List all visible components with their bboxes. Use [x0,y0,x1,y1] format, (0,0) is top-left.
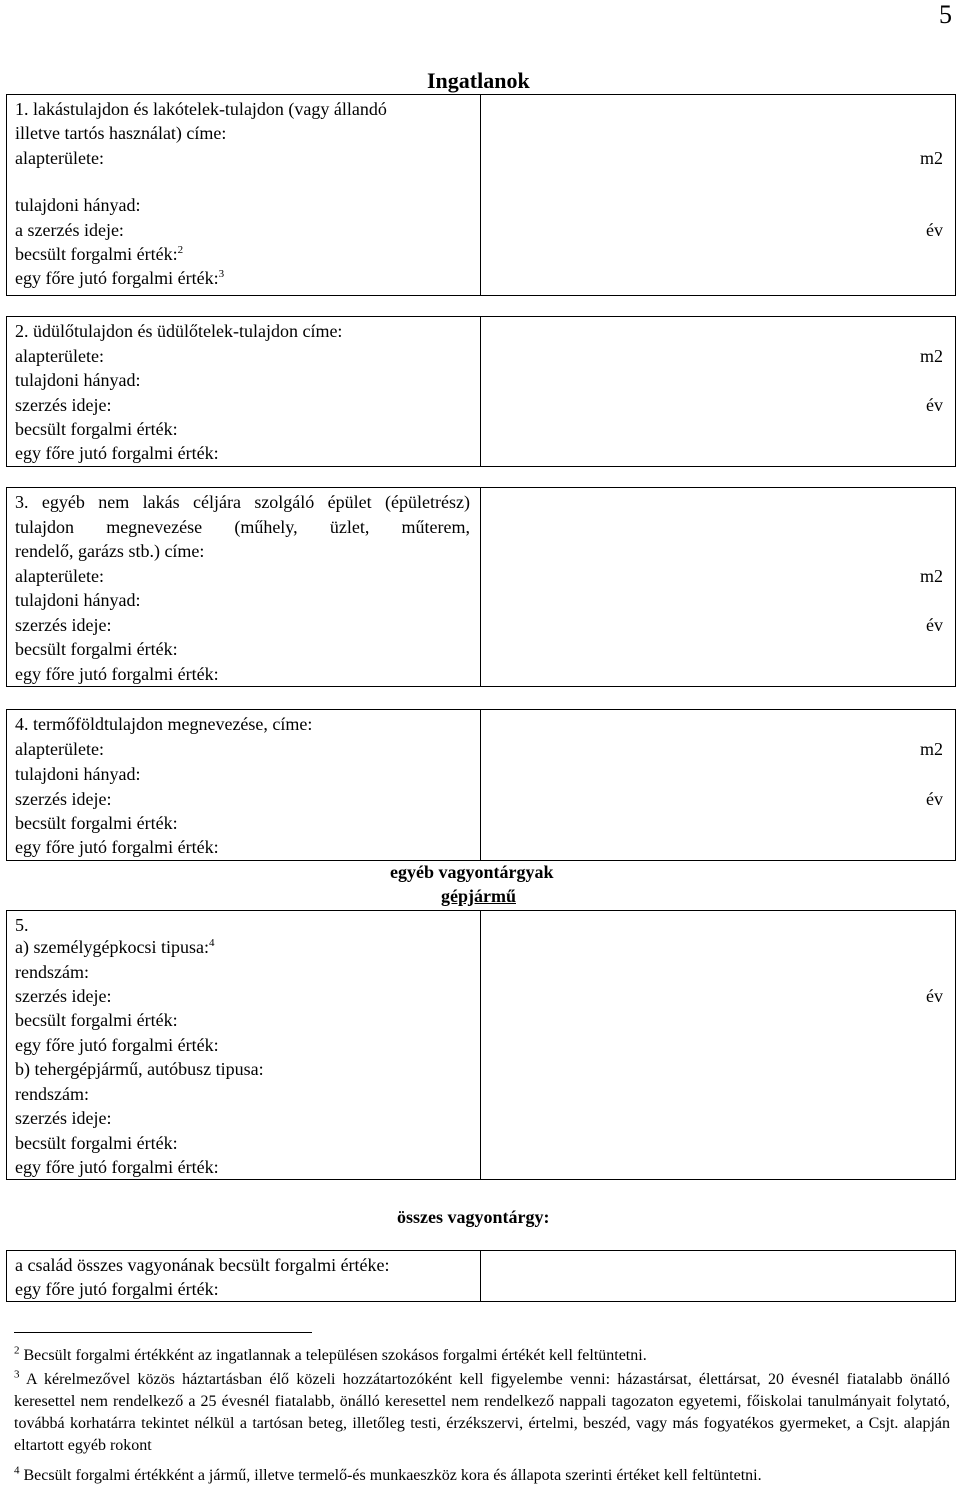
section-3-value-label: becsült forgalmi érték: [15,639,178,659]
section-3-share-label: tulajdoni hányad: [15,590,141,610]
section-3-year-unit: év [926,615,943,635]
section-5-box [6,910,956,1180]
section-5-per-capita2-label: egy főre jutó forgalmi érték: [15,1157,219,1177]
section-1-title-line1: 1. lakástulajdon és lakótelek-tulajdon (vagy állandó [15,99,387,119]
section-3-title-line3: rendelő, garázs stb.) címe: [15,541,205,561]
section-1-value-text: becsült forgalmi érték: [15,244,178,264]
footnote-3 [14,1369,950,1457]
section-4-share-label: tulajdoni hányad: [15,764,141,784]
section-3-acquired-label: szerzés ideje: [15,615,112,635]
section-3-per-capita-label: egy főre jutó forgalmi érték: [15,664,219,684]
footnote-ref-4: 4 [208,937,215,949]
footnote-4-text: Becsült forgalmi értékként a jármű, illetve termelő-és munkaeszköz kora és állapota szerinti értéket kell feltüntetni. [23,1467,762,1484]
section-5-truck-type-label: b) tehergépjármű, autóbusz tipusa: [15,1059,264,1079]
section-4-year-unit: év [926,789,943,809]
section-1-acquired-label: a szerzés ideje: [15,220,124,240]
section-4-title: 4. termőföldtulajdon megnevezése, címe: [15,714,313,734]
section-5-number: 5. [15,915,29,935]
section-4-acquired-label: szerzés ideje: [15,789,112,809]
section-3-box [6,487,956,687]
footnote-4-number: 4 [14,1464,20,1477]
section-2-area-unit: m2 [919,346,943,366]
section-5-plate2-label: rendszám: [15,1084,89,1104]
section-2-value-label: becsült forgalmi érték: [15,419,178,439]
section-1-per-capita-label [15,266,224,290]
vehicle-heading: gépjármű [441,886,516,906]
footnote-2-text: Becsült forgalmi értékként az ingatlannak a településen szokásos forgalmi értékét kell feltüntetni. [23,1347,647,1364]
section-4-value-label: becsült forgalmi érték: [15,813,178,833]
section-5-acquired2-label: szerzés ideje: [15,1108,112,1128]
section-2-per-capita-label: egy főre jutó forgalmi érték: [15,443,219,463]
section-5-value-label: becsült forgalmi érték: [15,1010,178,1030]
page-number: 5 [939,0,952,29]
family-total-value-label: a család összes vagyonának becsült forgalmi értéke: [15,1255,390,1275]
footnote-separator [14,1332,312,1333]
section-4-area-label: alapterülete: [15,739,104,759]
section-2-acquired-label: szerzés ideje: [15,395,112,415]
section-1-area-label: alapterülete: [15,148,104,168]
section-1-share-label: tulajdoni hányad: [15,195,141,215]
footnote-ref-2: 2 [177,244,184,256]
section-4-area-unit: m2 [919,739,943,759]
section-2-year-unit: év [926,395,943,415]
section-5-value2-label: becsült forgalmi érték: [15,1133,178,1153]
section-1-box [6,94,956,296]
total-per-capita-label: egy főre jutó forgalmi érték: [15,1279,219,1299]
section-5-acquired-label: szerzés ideje: [15,986,112,1006]
section-5-car-type-label [15,935,214,959]
section-3-title-line2: tulajdon megnevezése (műhely, üzlet, műterem, [15,517,470,537]
section-1-year-unit: év [926,220,943,240]
footnote-3-text: A kérelmezővel közös háztartásban élő közeli hozzátartozóként kell figyelembe venni: házastársat, élettársat, 20 évesnél fiatalabb önálló keresettel nem rendelkező a 25 évesnél fiatalabb, önálló keresettel nem rendelkező nappali tagozaton egyetemi, főiskolai tanulmányait folytató, továbbá korhatárra tekintet nélkül a tartósan beteg, illetőleg testi, érzékszervi, értelmi, beszéd, vagy más fogyatékos gyermeket, a Csjt. alapján eltartott egyéb rokont [14,1371,950,1454]
footnote-2 [14,1345,950,1367]
section-1-per-capita-text: egy főre jutó forgalmi érték: [15,268,219,288]
section-2-title: 2. üdülőtulajdon és üdülőtelek-tulajdon címe: [15,321,343,341]
section-3-area-unit: m2 [919,566,943,586]
section-5-year-unit: év [926,986,943,1006]
footnote-2-number: 2 [14,1344,20,1357]
section-2-area-label: alapterülete: [15,346,104,366]
footnote-ref-3: 3 [218,268,225,280]
total-box [6,1250,956,1302]
total-assets-heading: összes vagyontárgy: [397,1207,550,1227]
section-2-share-label: tulajdoni hányad: [15,370,141,390]
section-5-per-capita-label: egy főre jutó forgalmi érték: [15,1035,219,1055]
section-1-area-unit: m2 [919,148,943,168]
other-assets-heading: egyéb vagyontárgyak [390,862,554,882]
section-4-box [6,709,956,861]
footnote-4 [14,1465,950,1487]
footnote-3-number: 3 [14,1368,20,1381]
section-2-box [6,316,956,467]
section-heading-real-estate: Ingatlanok [427,68,530,93]
section-4-per-capita-label: egy főre jutó forgalmi érték: [15,837,219,857]
section-1-title-line2: illetve tartós használat) címe: [15,123,227,143]
section-3-area-label: alapterülete: [15,566,104,586]
section-1-value-label [15,242,183,266]
section-5-car-type-text: a) személygépkocsi tipusa: [15,937,209,957]
section-3-title-line1: 3. egyéb nem lakás céljára szolgáló épület (épületrész) [15,492,470,512]
section-5-plate-label: rendszám: [15,962,89,982]
